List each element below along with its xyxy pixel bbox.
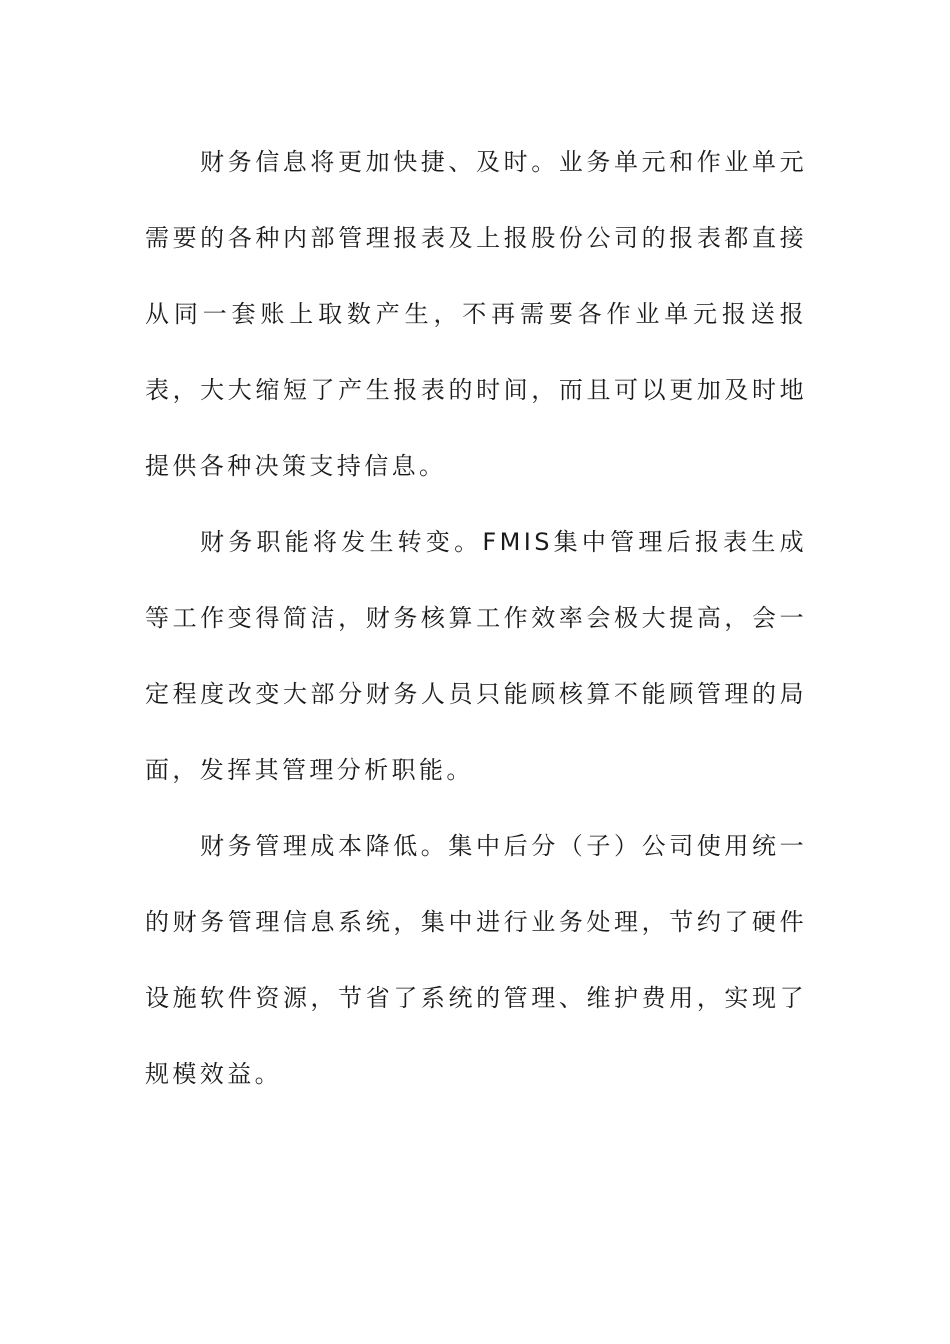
- paragraph-management-cost: 财务管理成本降低。集中后分（子）公司使用统一的财务管理信息系统，集中进行业务处理，节约了硬件设施软件资源，节省了系统的管理、维护费用，实现了规模效益。: [145, 832, 807, 1088]
- document-body: [145, 124, 807, 1112]
- paragraph-financial-info: 财务信息将更加快捷、及时。业务单元和作业单元需要的各种内部管理报表及上报股份公司的报表都直接从同一套账上取数产生，不再需要各作业单元报送报表，大大缩短了产生报表的时间，而且可以更加及时地提供各种决策支持信息。: [145, 148, 807, 480]
- paragraph-financial-function: 财务职能将发生转变。FMIS集中管理后报表生成等工作变得简洁，财务核算工作效率会极大提高，会一定程度改变大部分财务人员只能顾核算不能顾管理的局面，发挥其管理分析职能。: [145, 528, 807, 784]
